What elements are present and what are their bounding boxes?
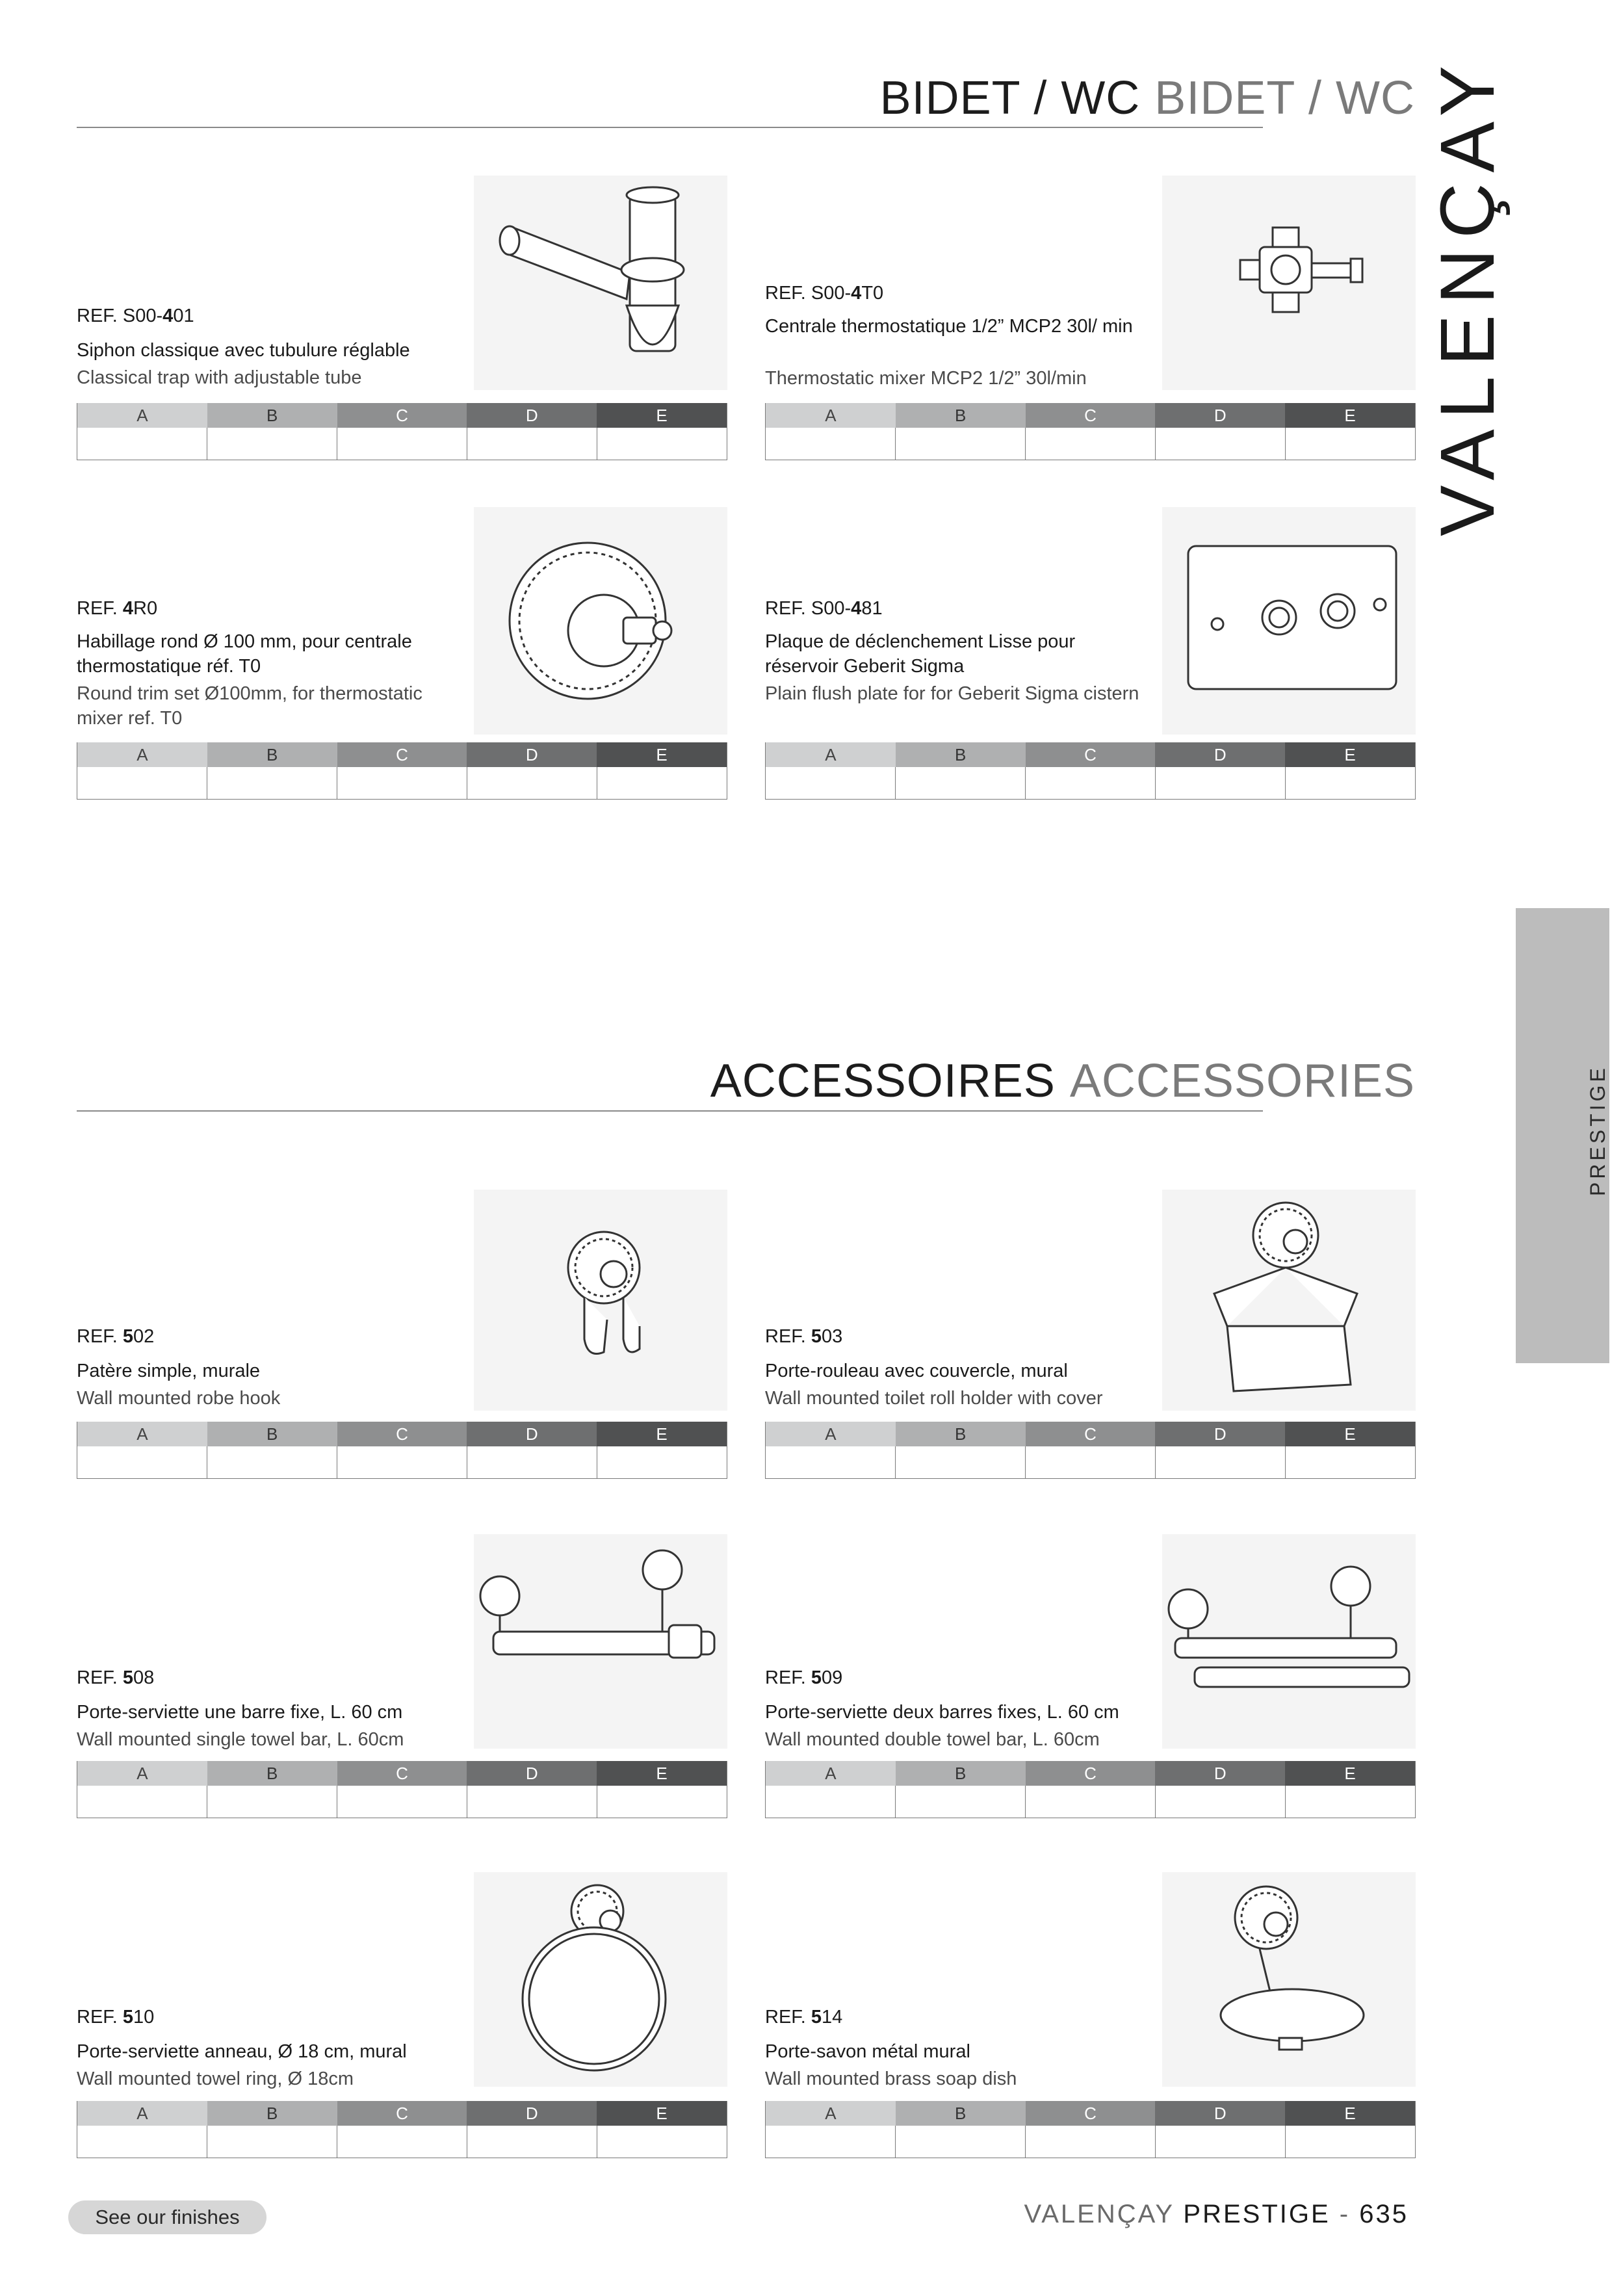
finish-cell bbox=[1286, 2126, 1415, 2158]
finish-column-c: C bbox=[337, 2101, 467, 2126]
finish-cell bbox=[467, 2126, 597, 2158]
finish-column-b: B bbox=[207, 742, 337, 767]
finish-column-d: D bbox=[1155, 2101, 1285, 2126]
finish-column-d: D bbox=[467, 2101, 597, 2126]
finish-cell bbox=[207, 428, 337, 460]
product-description-en: Wall mounted towel ring, Ø 18cm bbox=[77, 2068, 354, 2089]
finish-cell bbox=[896, 428, 1026, 460]
product-description-en: Plain flush plate for for Geberit Sigma cistern bbox=[765, 683, 1139, 704]
finish-column-c: C bbox=[337, 742, 467, 767]
finish-cell bbox=[597, 1446, 727, 1479]
finish-grid bbox=[765, 742, 1416, 800]
product-description-fr: Porte-savon métal mural bbox=[765, 2041, 970, 2062]
finish-column-a: A bbox=[766, 1761, 896, 1786]
finish-column-a: A bbox=[77, 1761, 207, 1786]
finish-column-e: E bbox=[597, 1422, 727, 1446]
finish-cell bbox=[467, 1786, 597, 1818]
finish-cell bbox=[766, 1786, 896, 1818]
finish-cell bbox=[896, 2126, 1026, 2158]
round-trim-icon bbox=[474, 507, 727, 735]
finish-column-c: C bbox=[1026, 1761, 1156, 1786]
finish-cell bbox=[766, 1446, 896, 1479]
finish-cell bbox=[1286, 767, 1415, 800]
finish-column-e: E bbox=[597, 403, 727, 428]
finish-grid bbox=[765, 2101, 1416, 2158]
finish-column-e: E bbox=[597, 742, 727, 767]
finish-grid bbox=[77, 1422, 727, 1479]
product-description-fr: Patère simple, murale bbox=[77, 1361, 261, 1381]
finish-cell bbox=[1156, 767, 1286, 800]
finish-cell bbox=[77, 2126, 207, 2158]
finish-column-d: D bbox=[1155, 403, 1285, 428]
product-ref: REF. S00-481 bbox=[765, 598, 883, 619]
page-footer: VALENÇAY PRESTIGE - 635 bbox=[1024, 2200, 1409, 2228]
finish-grid bbox=[77, 742, 727, 800]
finish-column-e: E bbox=[1285, 742, 1415, 767]
finish-cell bbox=[1156, 1446, 1286, 1479]
finish-cell bbox=[896, 1446, 1026, 1479]
towel-ring-icon bbox=[474, 1872, 727, 2087]
finish-column-a: A bbox=[766, 403, 896, 428]
single-towel-bar-icon bbox=[474, 1534, 727, 1749]
finish-cell bbox=[467, 767, 597, 800]
finish-column-c: C bbox=[337, 403, 467, 428]
finish-cell bbox=[1026, 428, 1156, 460]
product-ref: REF. S00-401 bbox=[77, 306, 194, 326]
finish-column-c: C bbox=[1026, 742, 1156, 767]
finish-cell bbox=[1026, 1446, 1156, 1479]
finish-column-b: B bbox=[896, 2101, 1026, 2126]
product-ref: REF. 509 bbox=[765, 1667, 843, 1688]
section-title-accessories: ACCESSOIRES ACCESSORIES bbox=[710, 1055, 1415, 1107]
product-ref: REF. 510 bbox=[77, 2007, 155, 2028]
finish-column-c: C bbox=[1026, 2101, 1156, 2126]
finish-cell bbox=[896, 767, 1026, 800]
finish-column-e: E bbox=[597, 2101, 727, 2126]
finish-cell bbox=[1026, 767, 1156, 800]
finish-column-a: A bbox=[77, 403, 207, 428]
side-tab-label: PRESTIGE bbox=[1586, 1065, 1609, 1196]
finish-cell bbox=[207, 1446, 337, 1479]
finish-column-d: D bbox=[1155, 1761, 1285, 1786]
finish-column-a: A bbox=[766, 2101, 896, 2126]
finish-column-c: C bbox=[337, 1422, 467, 1446]
double-towel-bar-icon bbox=[1162, 1534, 1416, 1749]
product-ref: REF. S00-4T0 bbox=[765, 283, 884, 304]
finish-column-e: E bbox=[1285, 1761, 1415, 1786]
finish-column-b: B bbox=[896, 1761, 1026, 1786]
section-divider bbox=[77, 1110, 1263, 1112]
finish-cell bbox=[337, 1786, 467, 1818]
product-description-en: Classical trap with adjustable tube bbox=[77, 367, 362, 388]
finish-column-d: D bbox=[467, 403, 597, 428]
finish-cell bbox=[766, 2126, 896, 2158]
finish-grid bbox=[77, 1761, 727, 1818]
finish-column-e: E bbox=[1285, 2101, 1415, 2126]
finish-column-b: B bbox=[896, 1422, 1026, 1446]
flush-plate-icon bbox=[1162, 507, 1416, 735]
finish-cell bbox=[207, 1786, 337, 1818]
product-ref: REF. 502 bbox=[77, 1326, 155, 1347]
finish-column-d: D bbox=[467, 1761, 597, 1786]
finish-column-c: C bbox=[1026, 403, 1156, 428]
finish-cell bbox=[207, 767, 337, 800]
product-description-fr: Siphon classique avec tubulure réglable bbox=[77, 340, 410, 361]
finish-cell bbox=[1286, 1446, 1415, 1479]
finish-column-e: E bbox=[597, 1761, 727, 1786]
finish-cell bbox=[597, 2126, 727, 2158]
product-description-fr: Plaque de déclenchement Lisse pour réservoir Geberit Sigma bbox=[765, 631, 1076, 677]
finish-cell bbox=[337, 428, 467, 460]
finish-cell bbox=[1156, 2126, 1286, 2158]
product-ref: REF. 508 bbox=[77, 1667, 155, 1688]
see-finishes-button[interactable]: See our finishes bbox=[68, 2200, 266, 2234]
soap-dish-icon bbox=[1162, 1872, 1416, 2087]
finish-column-c: C bbox=[337, 1761, 467, 1786]
product-description-en: Wall mounted brass soap dish bbox=[765, 2068, 1017, 2089]
product-description-en: Wall mounted toilet roll holder with cover bbox=[765, 1388, 1103, 1409]
finish-column-b: B bbox=[207, 1422, 337, 1446]
robe-hook-icon bbox=[474, 1190, 727, 1411]
finish-cell bbox=[597, 428, 727, 460]
finish-cell bbox=[1026, 2126, 1156, 2158]
product-ref: REF. 514 bbox=[765, 2007, 843, 2028]
finish-cell bbox=[337, 2126, 467, 2158]
finish-column-b: B bbox=[207, 403, 337, 428]
finish-column-c: C bbox=[1026, 1422, 1156, 1446]
finish-cell bbox=[1156, 1786, 1286, 1818]
finish-cell bbox=[207, 2126, 337, 2158]
product-description-fr: Porte-rouleau avec couvercle, mural bbox=[765, 1361, 1068, 1381]
product-description-fr: Centrale thermostatique 1/2” MCP2 30l/ min bbox=[765, 316, 1133, 337]
finish-column-a: A bbox=[766, 1422, 896, 1446]
finish-grid bbox=[765, 1422, 1416, 1479]
brand-vertical: VALENÇAY bbox=[1425, 55, 1511, 536]
product-description-en: Thermostatic mixer MCP2 1/2” 30l/min bbox=[765, 368, 1087, 389]
thermostatic-mixer-icon bbox=[1162, 176, 1416, 390]
finish-column-a: A bbox=[77, 742, 207, 767]
trap-icon bbox=[474, 176, 727, 390]
finish-column-d: D bbox=[1155, 742, 1285, 767]
finish-column-a: A bbox=[77, 1422, 207, 1446]
section-divider bbox=[77, 127, 1263, 128]
finish-cell bbox=[77, 428, 207, 460]
product-description-fr: Porte-serviette une barre fixe, L. 60 cm bbox=[77, 1702, 403, 1723]
finish-cell bbox=[77, 1446, 207, 1479]
product-description-fr: Porte-serviette anneau, Ø 18 cm, mural bbox=[77, 2041, 407, 2062]
finish-cell bbox=[896, 1786, 1026, 1818]
product-ref: REF. 4R0 bbox=[77, 598, 158, 619]
product-description-fr: Habillage rond Ø 100 mm, pour centrale thermostatique réf. T0 bbox=[77, 631, 412, 677]
finish-cell bbox=[1026, 1786, 1156, 1818]
finish-grid bbox=[765, 403, 1416, 460]
finish-column-b: B bbox=[896, 742, 1026, 767]
finish-cell bbox=[467, 428, 597, 460]
product-description-en: Wall mounted robe hook bbox=[77, 1388, 281, 1409]
finish-grid bbox=[77, 2101, 727, 2158]
section-title-bidet: BIDET / WC BIDET / WC bbox=[879, 72, 1415, 124]
finish-column-a: A bbox=[77, 2101, 207, 2126]
finish-grid bbox=[765, 1761, 1416, 1818]
finish-cell bbox=[77, 767, 207, 800]
finish-cell bbox=[597, 1786, 727, 1818]
finish-cell bbox=[766, 767, 896, 800]
finish-column-b: B bbox=[207, 1761, 337, 1786]
product-description-en: Wall mounted single towel bar, L. 60cm bbox=[77, 1729, 404, 1750]
finish-column-b: B bbox=[207, 2101, 337, 2126]
finish-column-d: D bbox=[467, 1422, 597, 1446]
finish-cell bbox=[77, 1786, 207, 1818]
finish-column-d: D bbox=[467, 742, 597, 767]
finish-cell bbox=[337, 1446, 467, 1479]
finish-column-d: D bbox=[1155, 1422, 1285, 1446]
finish-cell bbox=[1286, 428, 1415, 460]
finish-cell bbox=[467, 1446, 597, 1479]
toilet-roll-holder-icon bbox=[1162, 1190, 1416, 1411]
finish-cell bbox=[337, 767, 467, 800]
finish-column-a: A bbox=[766, 742, 896, 767]
finish-cell bbox=[1286, 1786, 1415, 1818]
product-ref: REF. 503 bbox=[765, 1326, 843, 1347]
product-description-en: Round trim set Ø100mm, for thermostatic mixer ref. T0 bbox=[77, 683, 422, 729]
finish-column-e: E bbox=[1285, 1422, 1415, 1446]
finish-column-e: E bbox=[1285, 403, 1415, 428]
finish-grid bbox=[77, 403, 727, 460]
product-description-fr: Porte-serviette deux barres fixes, L. 60 cm bbox=[765, 1702, 1119, 1723]
finish-column-b: B bbox=[896, 403, 1026, 428]
product-description-en: Wall mounted double towel bar, L. 60cm bbox=[765, 1729, 1100, 1750]
finish-cell bbox=[766, 428, 896, 460]
finish-cell bbox=[1156, 428, 1286, 460]
finish-cell bbox=[597, 767, 727, 800]
